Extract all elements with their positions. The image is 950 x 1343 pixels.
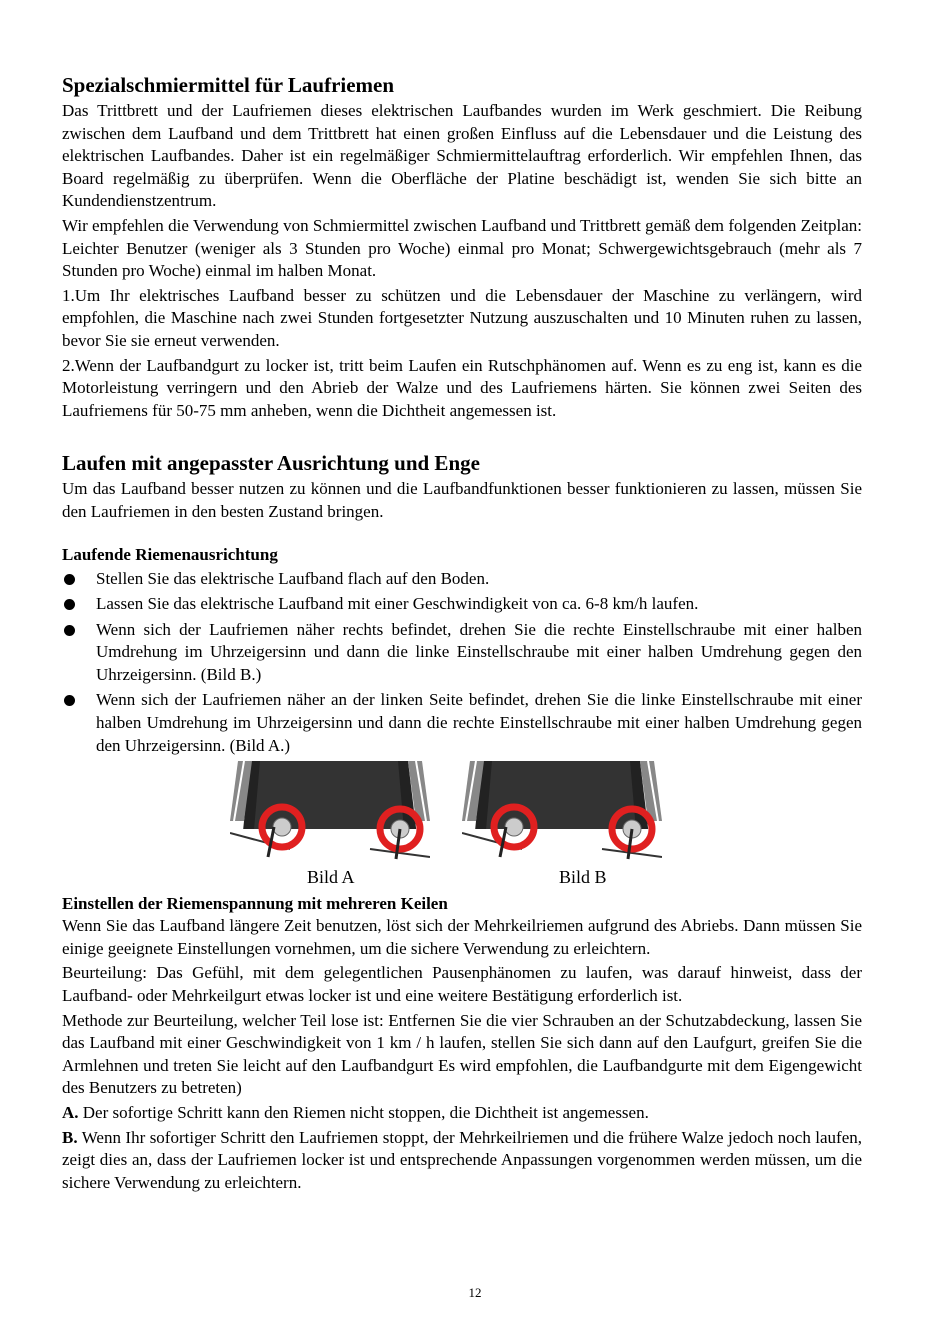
bullet-icon — [64, 599, 75, 610]
paragraph: Um das Laufband besser nutzen zu können und die Laufbandfunktionen besser funktionieren zu lassen, müssen Sie den Laufriemen in den besten Zustand bringen. — [62, 479, 862, 521]
subsection-title-tension: Einstellen der Riemenspannung mit mehreren Keilen — [62, 894, 448, 914]
paragraph: Beurteilung: Das Gefühl, mit dem gelegentlichen Pausenphänomen zu laufen, was darauf hinweist, dass der Laufband- oder Mehrkeilgurt etwas locker ist und eine weitere Bestätigung erforderlich ist. — [62, 963, 862, 1006]
figure-caption-a: Bild A — [307, 867, 355, 888]
bullet-icon — [64, 695, 75, 706]
paragraph: Das Trittbrett und der Laufriemen dieses elektrischen Laufbandes wurden im Werk geschmiert. Die Reibung zwischen dem Laufband und dem Trittbrett hat einen großen Einfluss auf die Lebensdauer und die Leistung des elektrischen Laufbandes. Daher ist ein regelmäßiger Schmiermittelauftrag erforderlich. Wir empfehlen Ihnen, das Board regelmäßig zu überprüfen. Wenn die Oberfläche der Platine beschädigt ist, wenden Sie sich bitte an Kundendienstzentrum. — [62, 101, 862, 211]
paragraph-item-a: A. Der sofortige Schritt kann den Riemen nicht stoppen, die Dichtheit ist angemessen. — [62, 1103, 649, 1122]
bullet-icon — [64, 574, 75, 585]
document-page — [62, 72, 862, 1196]
treadmill-bild-b-image — [462, 761, 662, 861]
treadmill-bild-a-image — [230, 761, 430, 861]
list-item: Stellen Sie das elektrische Laufband flach auf den Boden. — [62, 568, 862, 591]
paragraph: 2.Wenn der Laufbandgurt zu locker ist, tritt beim Laufen ein Rutschphänomen auf. Wenn es zu eng ist, kann es die Motorleistung verringern und den Abrieb der Walze und des Laufriemens härten. Sie können zwei Seiten des Laufriemens für 50-75 mm anheben, wenn die Dichtheit angemessen ist. — [62, 355, 862, 420]
bullet-list — [62, 568, 862, 758]
list-item: Wenn sich der Laufriemen näher rechts befindet, drehen Sie die rechte Einstellschraube mit einer halben Umdrehung im Uhrzeigersinn und dann die linke Einstellschraube mit einer halben Umdrehung gegen den Uhrzeigersinn. (Bild B.) — [62, 619, 862, 687]
page-number: 12 — [468, 1285, 482, 1300]
section-title-lubricant: Spezialschmiermittel für Laufriemen — [62, 73, 395, 97]
bullet-icon — [64, 625, 75, 636]
paragraph-item-b: B. Wenn Ihr sofortiger Schritt den Laufriemen stoppt, der Mehrkeilriemen und die frühere Walze jedoch noch laufen, zeigt dies an, dass der Laufriemen locker ist und entsprechende Anpassungen vorgenommen werden müssen, um die sichere Verwendung zu erleichtern. — [62, 1127, 862, 1192]
section-title-alignment: Laufen mit angepasster Ausrichtung und Enge — [62, 451, 480, 476]
subsection-title-alignment: Laufende Riemenausrichtung — [62, 544, 278, 564]
paragraph: Wenn Sie das Laufband längere Zeit benutzen, löst sich der Mehrkeilriemen aufgrund des Abriebs. Dann müssen Sie einige geeignete Einstellungen vornehmen, um die sichere Verwendung zu erleichtern. — [62, 916, 862, 958]
paragraph: Methode zur Beurteilung, welcher Teil lose ist: Entfernen Sie die vier Schrauben an der Schutzabdeckung, lassen Sie das Laufband mit einer Geschwindigkeit von 1 km / h laufen, stellen Sie sich dann auf den Laufgurt, greifen Sie die Armlehnen und treten Sie leicht auf den Laufbandgurt Es wird empfohlen, die Laufbandgurte mit dem Eigengewicht des Benutzers zu betreten) — [62, 1010, 862, 1098]
paragraph: Wir empfehlen die Verwendung von Schmiermittel zwischen Laufband und Trittbrett gemäß dem folgenden Zeitplan: Leichter Benutzer (weniger als 3 Stunden pro Woche) einmal pro Monat; Schwergewichtsgebrauch (mehr als 7 Stunden pro Woche) einmal im halben Monat. — [62, 215, 862, 281]
paragraph: 1.Um Ihr elektrisches Laufband besser zu schützen und die Lebensdauer der Maschine zu verlängern, wird empfohlen, die Maschine nach zwei Stunden fortgesetzter Nutzung auszuschalten und 10 Minuten ruhen zu lassen, bevor Sie sie erneut verwenden. — [62, 285, 862, 350]
list-item: Wenn sich der Laufriemen näher an der linken Seite befindet, drehen Sie die linke Einstellschraube mit einer halben Umdrehung im Uhrzeigersinn und dann die rechte Einstellschraube mit einer halben Umdrehung gegen den Uhrzeigersinn. (Bild A.) — [62, 689, 862, 757]
figure-caption-b: Bild B — [559, 867, 607, 888]
belt-adjustment-figure — [62, 761, 862, 893]
list-item: Lassen Sie das elektrische Laufband mit einer Geschwindigkeit von ca. 6-8 km/h laufen. — [62, 593, 862, 616]
